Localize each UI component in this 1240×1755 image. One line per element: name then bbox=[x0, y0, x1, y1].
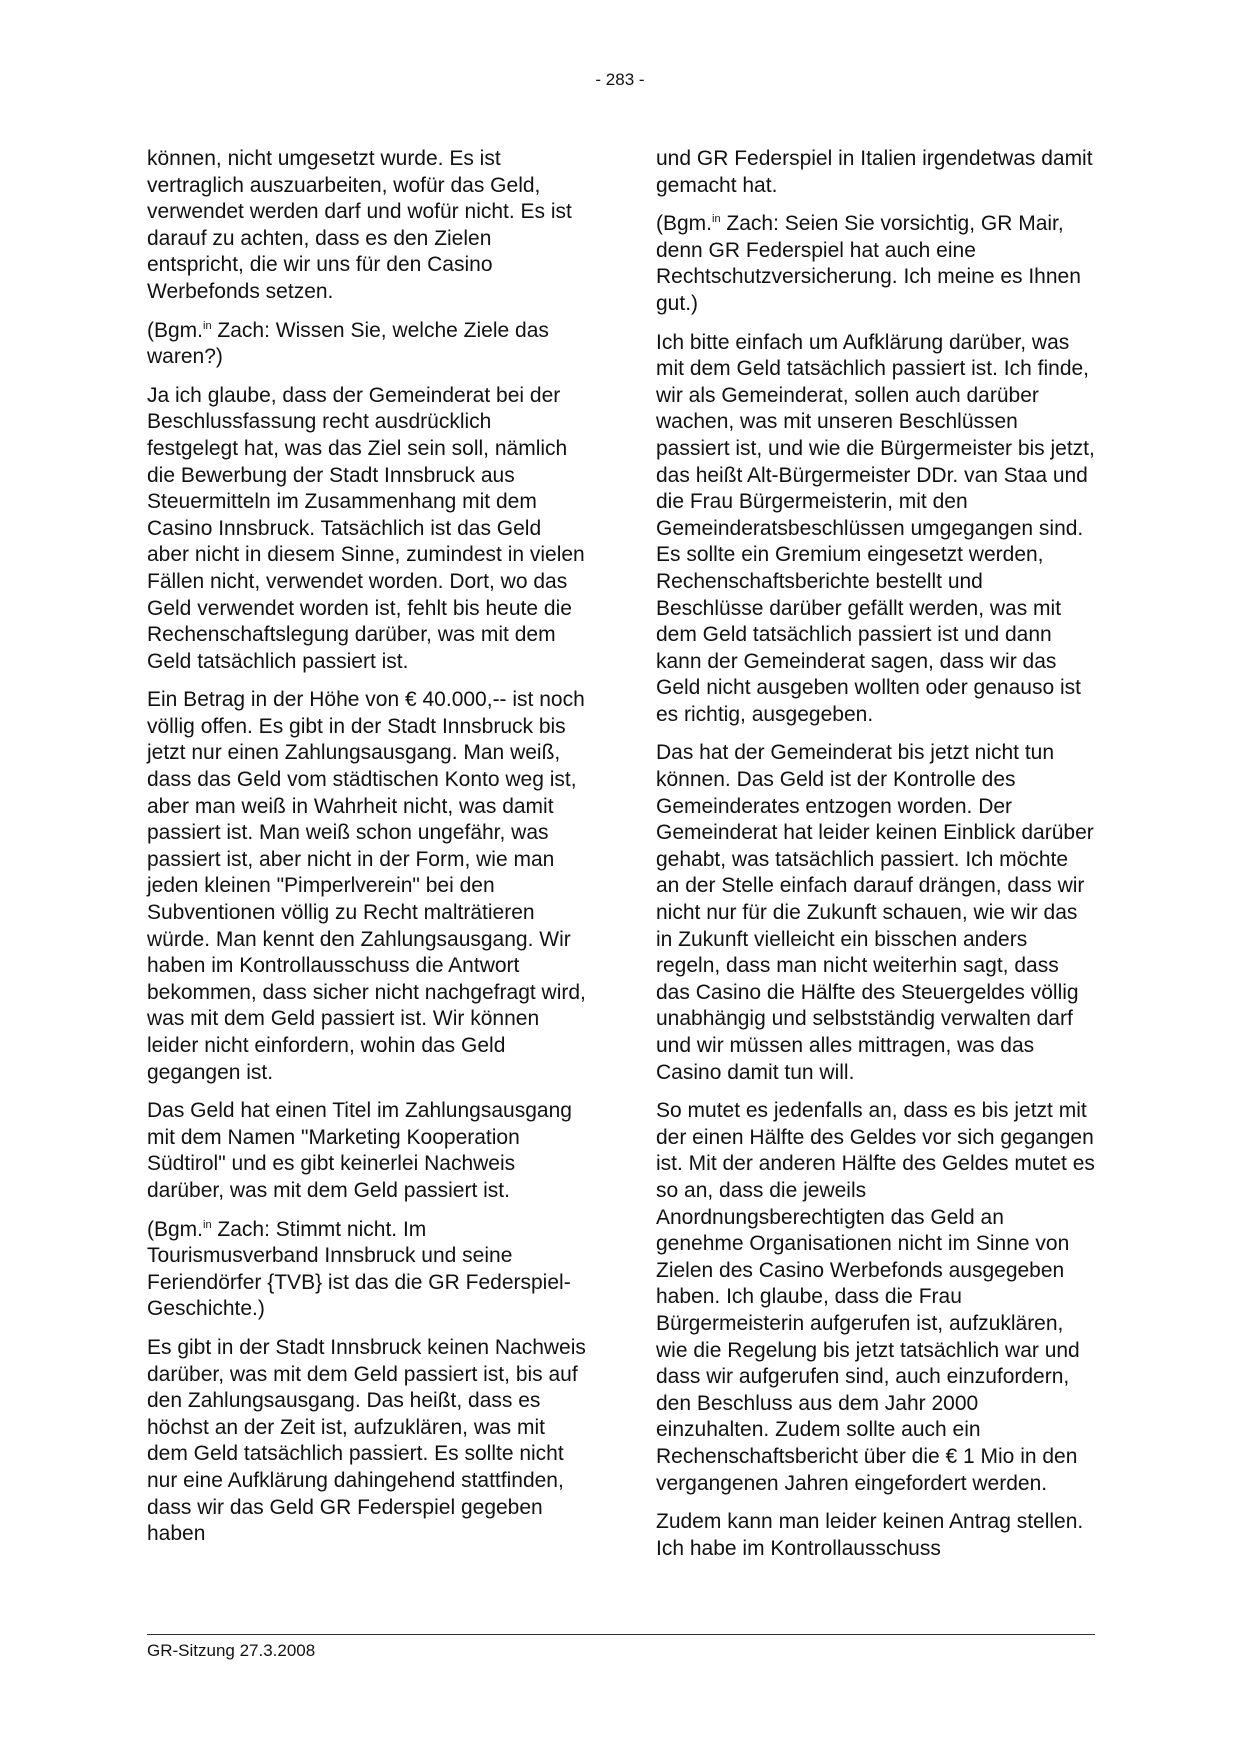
paragraph: Das hat der Gemeinderat bis jetzt nicht tun können. Das Geld ist der Kontrolle des Gemeinderates entzogen worden. Der Gemeinderat hat leider keinen Einblick darüber gehabt, was tatsächlich passiert. Ich möchte an der Stelle einfach darauf drängen, dass wir nicht nur für die Zukunft schauen, wie wir das in Zukunft vielleicht ein bisschen anders regeln, dass man nicht weiterhin sagt, dass das Casino die Hälfte des Steuergeldes völlig unabhängig und selbstständig verwalten darf und wir müssen alles mittragen, was das Casino damit tun will. bbox=[656, 741, 1094, 1084]
paragraph: Ein Betrag in der Höhe von € 40.000,-- ist noch völlig offen. Es gibt in der Stadt Innsbruck bis jetzt nur einen Zahlungsausgang. Man weiß, dass das Geld vom städtischen Konto weg ist, aber man weiß in Wahrheit nicht, was damit passiert ist. Man weiß schon ungefähr, was passiert ist, aber nicht in der Form, wie man jeden kleinen "Pimperlverein" bei den Subventionen völlig zu Recht malträtieren würde. Man kennt den Zahlungsausgang. Wir haben im Kontrollausschuss die Antwort bekommen, dass sicher nicht nachgefragt wird, was mit dem Geld passiert ist. Wir können leider nicht einfordern, wohin das Geld gegangen ist. bbox=[147, 688, 586, 1084]
left-column bbox=[147, 146, 587, 1560]
page-number: - 283 - bbox=[595, 70, 645, 89]
paragraph: und GR Federspiel in Italien irgendetwas damit gemacht hat. bbox=[656, 147, 1093, 197]
paragraph: Ja ich glaube, dass der Gemeinderat bei der Beschlussfassung recht ausdrücklich festgelegt hat, was das Ziel sein soll, nämlich die Bewerbung der Stadt Innsbruck aus Steuermitteln im Zusammenhang mit dem Casino Innsbruck. Tatsächlich ist das Geld aber nicht in diesem Sinne, zumindest in vielen Fällen nicht, verwendet worden. Dort, wo das Geld verwendet worden ist, fehlt bis heute die Rechenschaftslegung darüber, was mit dem Geld tatsächlich passiert ist. bbox=[147, 383, 585, 673]
footer-session-date: GR-Sitzung 27.3.2008 bbox=[147, 1641, 316, 1660]
interjection: (Bgm.$^{in}$ Zach: Seien Sie vorsichtig, GR Mair, denn GR Federspiel hat auch eine Rechtschutzversicherung. Ich meine es Ihnen gut.) bbox=[656, 212, 1081, 315]
paragraph: Es gibt in der Stadt Innsbruck keinen Nachweis darüber, was mit dem Geld passiert ist, bis auf den Zahlungsausgang. Das heißt, dass es höchst an der Zeit ist, aufzuklären, was mit dem Geld tatsächlich passiert. Es sollte nicht nur eine Aufklärung dahingehend stattfinden, dass wir das Geld GR Federspiel gegeben haben bbox=[147, 1335, 586, 1546]
footer-divider bbox=[147, 1634, 1095, 1635]
paragraph: Zudem kann man leider keinen Antrag stellen. Ich habe im Kontrollausschuss bbox=[656, 1510, 1084, 1560]
right-column bbox=[656, 146, 1096, 1574]
interjection: (Bgm.$^{in}$ Zach: Wissen Sie, welche Ziele das waren?) bbox=[147, 318, 549, 369]
paragraph: können, nicht umgesetzt wurde. Es ist vertraglich auszuarbeiten, wofür das Geld, verwendet werden darf und wofür nicht. Es ist darauf zu achten, dass es den Zielen entspricht, die wir uns für den Casino Werbefonds setzen. bbox=[147, 147, 572, 303]
interjection: (Bgm.$^{in}$ Zach: Stimmt nicht. Im Tourismusverband Innsbruck und seine Feriendörfer {TVB} ist das die GR Federspiel-Geschichte.) bbox=[147, 1217, 571, 1321]
paragraph: Ich bitte einfach um Aufklärung darüber, was mit dem Geld tatsächlich passiert ist. Ich finde, wir als Gemeinderat, sollen auch darüber wachen, was mit unseren Beschlüssen passiert ist, und wie die Bürgermeister bis jetzt, das heißt Alt-Bürgermeister DDr. van Staa und die Frau Bürgermeisterin, mit den Gemeinderatsbeschlüssen umgegangen sind. Es sollte ein Gremium eingesetzt werden, Rechenschaftsberichte bestellt und Beschlüsse darüber gefällt werden, was mit dem Geld tatsächlich passiert ist und dann kann der Gemeinderat sagen, dass wir das Geld nicht ausgeben wollten oder genauso ist es richtig, ausgegeben. bbox=[656, 330, 1095, 726]
paragraph: So mutet es jedenfalls an, dass es bis jetzt mit der einen Hälfte des Geldes vor sich gegangen ist. Mit der anderen Hälfte des Geldes mutet es so an, dass die jeweils Anordnungsberechtigten das Geld an genehme Organisationen nicht im Sinne von Zielen des Casino Werbefonds ausgegeben haben. Ich glaube, dass die Frau Bürgermeisterin aufgerufen ist, aufzuklären, wie die Regelung bis jetzt tatsächlich war und dass wir aufgerufen sind, auch einzufordern, den Beschluss aus dem Jahr 2000 einzuhalten. Zudem sollte auch ein Rechenschaftsbericht über die € 1 Mio in den vergangenen Jahren eingefordert werden. bbox=[656, 1099, 1095, 1495]
paragraph: Das Geld hat einen Titel im Zahlungsausgang mit dem Namen "Marketing Kooperation Südtirol" und es gibt keinerlei Nachweis darüber, was mit dem Geld passiert ist. bbox=[147, 1099, 572, 1202]
